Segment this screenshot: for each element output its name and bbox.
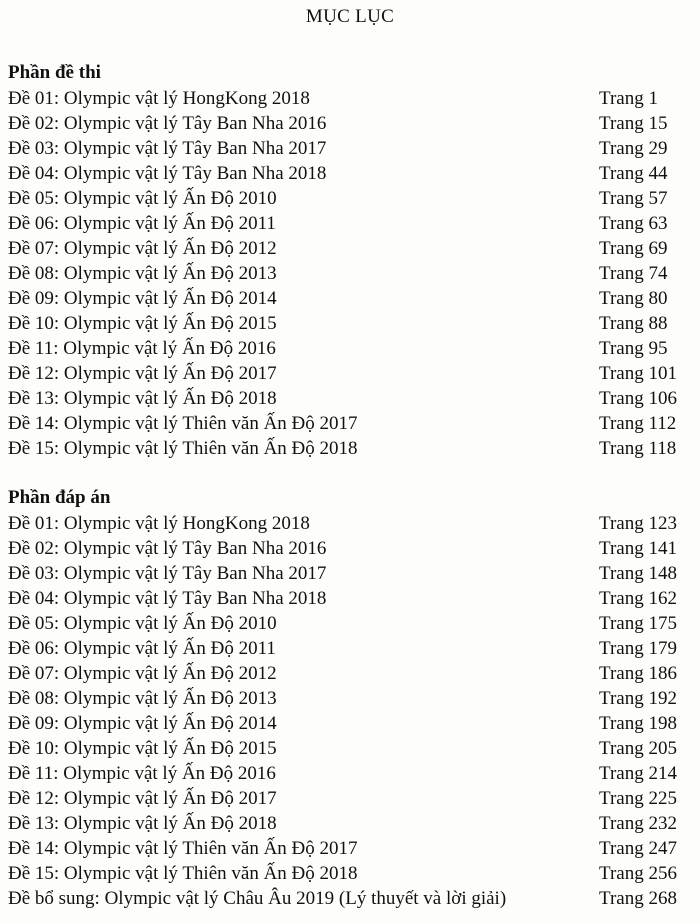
toc-entry-label: Đề 05: Olympic vật lý Ấn Độ 2010 — [8, 188, 277, 209]
toc-entry-label: Đề 02: Olympic vật lý Tây Ban Nha 2016 — [8, 113, 327, 134]
toc-entry-page: Trang 57 — [599, 188, 668, 209]
toc-entry-page: Trang 88 — [599, 313, 668, 334]
toc-entry-label: Đề 07: Olympic vật lý Ấn Độ 2012 — [8, 238, 277, 259]
toc-entry-page: Trang 118 — [599, 438, 677, 459]
toc-list — [8, 511, 694, 911]
toc-entry-page: Trang 44 — [599, 163, 668, 184]
toc-entry-page: Trang 162 — [599, 588, 677, 609]
toc-entry — [8, 511, 694, 536]
toc-entry-page: Trang 63 — [599, 213, 668, 234]
toc-entry-page: Trang 175 — [599, 613, 677, 634]
toc-entry-page: Trang 198 — [599, 713, 677, 734]
toc-entry-label: Đề 10: Olympic vật lý Ấn Độ 2015 — [8, 313, 277, 334]
toc-entry — [8, 711, 694, 736]
toc-entry — [8, 361, 694, 386]
toc-entry — [8, 386, 694, 411]
toc-entry-page: Trang 106 — [599, 388, 677, 409]
toc-entry-page: Trang 1 — [599, 88, 658, 109]
toc-entry — [8, 186, 694, 211]
toc-entry-label: Đề bổ sung: Olympic vật lý Châu Âu 2019 (Lý thuyết và lời giải) — [8, 888, 507, 909]
toc-entry-page: Trang 141 — [599, 538, 677, 559]
toc-entry-label: Đề 12: Olympic vật lý Ấn Độ 2017 — [8, 788, 277, 809]
section-heading: Phần đề thi — [8, 62, 101, 83]
toc-entry — [8, 536, 694, 561]
toc-entry-label: Đề 12: Olympic vật lý Ấn Độ 2017 — [8, 363, 277, 384]
toc-entry — [8, 686, 694, 711]
toc-entry — [8, 161, 694, 186]
toc-entry-page: Trang 69 — [599, 238, 668, 259]
toc-entry-label: Đề 03: Olympic vật lý Tây Ban Nha 2017 — [8, 563, 327, 584]
toc-entry — [8, 586, 694, 611]
toc-entry-label: Đề 11: Olympic vật lý Ấn Độ 2016 — [8, 763, 276, 784]
toc-entry — [8, 86, 694, 111]
toc-entry-label: Đề 06: Olympic vật lý Ấn Độ 2011 — [8, 638, 276, 659]
toc-entry-page: Trang 179 — [599, 638, 677, 659]
toc-entry-label: Đề 11: Olympic vật lý Ấn Độ 2016 — [8, 338, 276, 359]
toc-entry-page: Trang 29 — [599, 138, 668, 159]
toc-entry — [8, 411, 694, 436]
toc-entry-label: Đề 04: Olympic vật lý Tây Ban Nha 2018 — [8, 588, 327, 609]
toc-entry-page: Trang 148 — [599, 563, 677, 584]
toc-entry-label: Đề 04: Olympic vật lý Tây Ban Nha 2018 — [8, 163, 327, 184]
toc-entry-label: Đề 08: Olympic vật lý Ấn Độ 2013 — [8, 688, 277, 709]
toc-entry-page: Trang 225 — [599, 788, 677, 809]
toc-entry-label: Đề 13: Olympic vật lý Ấn Độ 2018 — [8, 388, 277, 409]
toc-entry — [8, 661, 694, 686]
toc-entry-page: Trang 256 — [599, 863, 677, 884]
toc-entry — [8, 236, 694, 261]
toc-entry-page: Trang 101 — [599, 363, 677, 384]
toc-entry-label: Đề 02: Olympic vật lý Tây Ban Nha 2016 — [8, 538, 327, 559]
toc-entry — [8, 861, 694, 886]
page-title: MỤC LỤC — [305, 6, 395, 27]
toc-entry — [8, 836, 694, 861]
toc-entry — [8, 736, 694, 761]
toc-entry-page: Trang 268 — [599, 888, 677, 909]
toc-entry-page: Trang 205 — [599, 738, 677, 759]
toc-entry-label: Đề 13: Olympic vật lý Ấn Độ 2018 — [8, 813, 277, 834]
toc-entry — [8, 211, 694, 236]
toc-entry — [8, 136, 694, 161]
toc-entry-page: Trang 247 — [599, 838, 677, 859]
toc-entry-page: Trang 186 — [599, 663, 677, 684]
toc-entry-page: Trang 80 — [599, 288, 668, 309]
section-answers — [8, 487, 694, 911]
toc-list — [8, 86, 694, 461]
section-exams — [8, 62, 694, 461]
toc-entry-page: Trang 95 — [599, 338, 668, 359]
toc-entry — [8, 286, 694, 311]
toc-entry-label: Đề 01: Olympic vật lý HongKong 2018 — [8, 513, 310, 534]
toc-entry-label: Đề 14: Olympic vật lý Thiên văn Ấn Độ 2017 — [8, 413, 358, 434]
toc-entry — [8, 311, 694, 336]
toc-entry-page: Trang 214 — [599, 763, 677, 784]
toc-entry-label: Đề 14: Olympic vật lý Thiên văn Ấn Độ 2017 — [8, 838, 358, 859]
toc-entry-page: Trang 112 — [599, 413, 677, 434]
toc-entry-label: Đề 15: Olympic vật lý Thiên văn Ấn Độ 2018 — [8, 438, 358, 459]
toc-entry-label: Đề 09: Olympic vật lý Ấn Độ 2014 — [8, 288, 277, 309]
toc-entry — [8, 336, 694, 361]
toc-entry-label: Đề 06: Olympic vật lý Ấn Độ 2011 — [8, 213, 276, 234]
toc-entry — [8, 561, 694, 586]
toc-entry — [8, 111, 694, 136]
toc-entry-label: Đề 07: Olympic vật lý Ấn Độ 2012 — [8, 663, 277, 684]
toc-entry — [8, 636, 694, 661]
toc-entry-page: Trang 15 — [599, 113, 668, 134]
toc-entry — [8, 886, 694, 911]
toc-entry-label: Đề 01: Olympic vật lý HongKong 2018 — [8, 88, 310, 109]
toc-entry-page: Trang 74 — [599, 263, 668, 284]
toc-entry-label: Đề 03: Olympic vật lý Tây Ban Nha 2017 — [8, 138, 327, 159]
toc-entry-label: Đề 05: Olympic vật lý Ấn Độ 2010 — [8, 613, 277, 634]
toc-entry-label: Đề 10: Olympic vật lý Ấn Độ 2015 — [8, 738, 277, 759]
toc-entry — [8, 436, 694, 461]
toc-entry — [8, 786, 694, 811]
toc-entry — [8, 611, 694, 636]
toc-entry-page: Trang 123 — [599, 513, 677, 534]
toc-entry-label: Đề 09: Olympic vật lý Ấn Độ 2014 — [8, 713, 277, 734]
section-heading: Phần đáp án — [8, 487, 111, 508]
toc-entry — [8, 811, 694, 836]
toc-entry — [8, 261, 694, 286]
toc-entry-label: Đề 15: Olympic vật lý Thiên văn Ấn Độ 2018 — [8, 863, 358, 884]
toc-entry-page: Trang 232 — [599, 813, 677, 834]
toc-entry-label: Đề 08: Olympic vật lý Ấn Độ 2013 — [8, 263, 277, 284]
toc-entry-page: Trang 192 — [599, 688, 677, 709]
toc-entry — [8, 761, 694, 786]
